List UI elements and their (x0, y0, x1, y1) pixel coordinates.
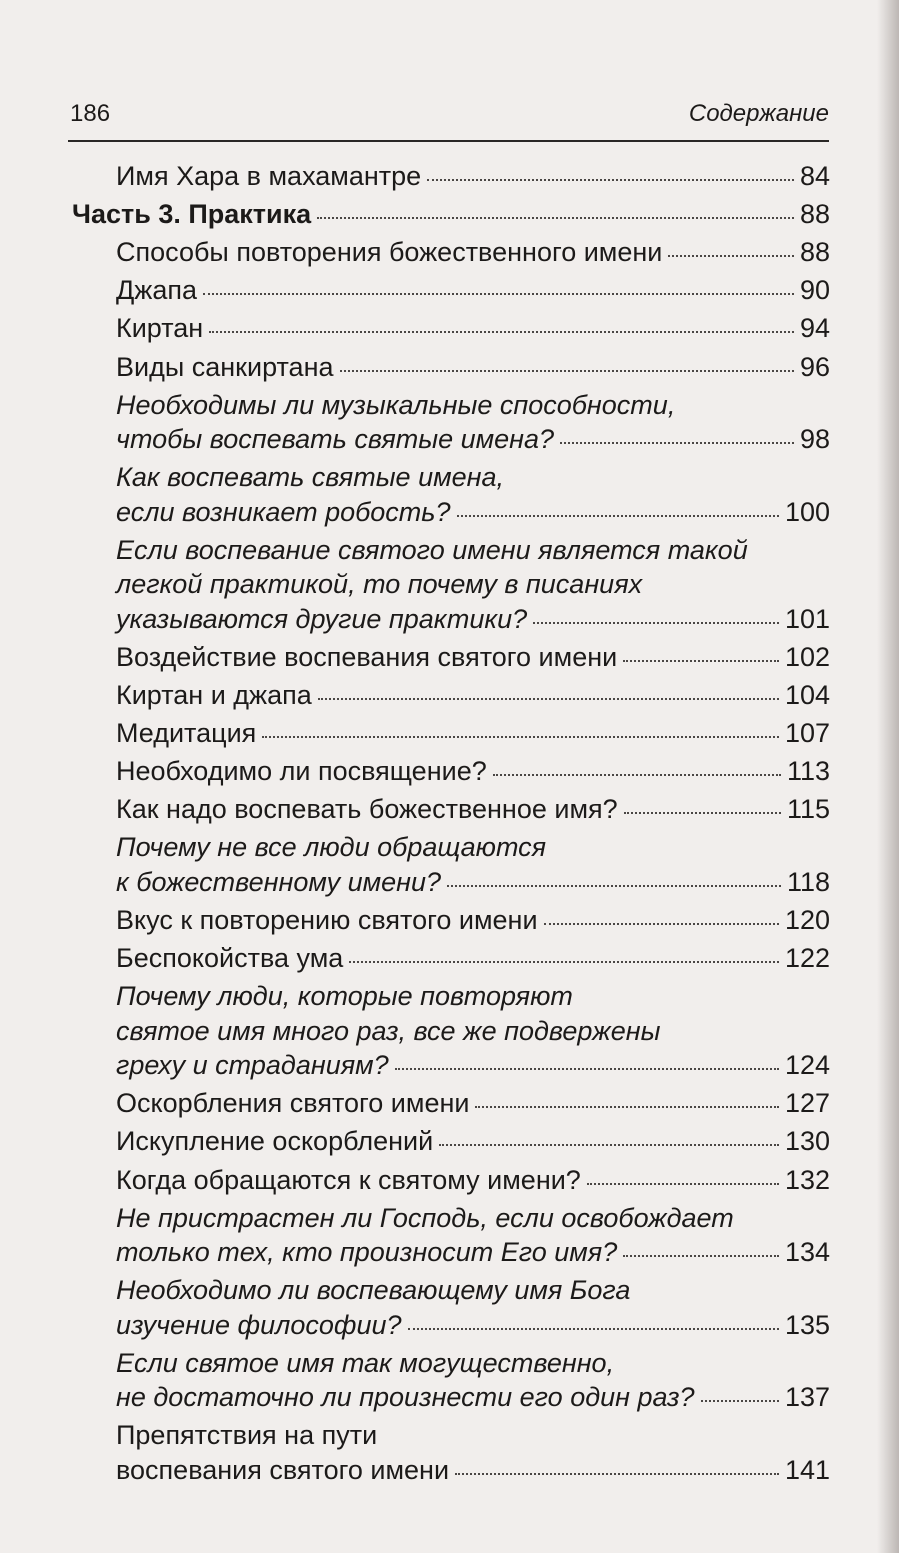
toc-entry-text: Джапа (116, 275, 197, 306)
toc-entry-text: Не пристрастен ли Господь, если освобождает (116, 1202, 734, 1233)
running-header (68, 100, 829, 142)
toc-entry-text: Виды санкиртана (116, 351, 334, 382)
running-title: Содержание (688, 100, 829, 127)
toc-entry (116, 1417, 830, 1486)
toc-page-number: 137 (784, 1382, 830, 1413)
toc-entry (116, 940, 830, 975)
toc-page-number: 124 (784, 1050, 830, 1081)
toc-entry (116, 715, 830, 750)
toc-entry-text: Имя Хара в махамантре (116, 161, 422, 191)
toc-entry (116, 1200, 830, 1269)
toc-entry (116, 791, 830, 826)
toc-entry-text: легкой практикой, то почему в писаниях (116, 569, 643, 600)
toc-page-number: 130 (784, 1126, 830, 1157)
toc-page-number: 100 (784, 496, 830, 527)
toc-entry (116, 272, 830, 307)
toc-page-number: 132 (784, 1164, 830, 1195)
toc-entry (116, 753, 830, 788)
toc-entry-text: Как воспевать святые имена, (116, 462, 504, 493)
toc-page-number: 134 (784, 1237, 830, 1268)
toc-entry-text: указываются другие практики? (116, 603, 528, 634)
toc-page-number: 107 (784, 718, 830, 749)
page-number: 186 (70, 100, 111, 127)
toc-page-number: 141 (784, 1454, 830, 1485)
toc-entry-text: Необходимо ли посвящение? (116, 756, 487, 787)
dot-leader (623, 1255, 779, 1257)
dot-leader (475, 1106, 778, 1108)
dot-leader (668, 255, 794, 257)
page-edge-shadow (877, 0, 899, 1553)
toc-entry-text: Воздействие воспевания святого имени (116, 641, 618, 672)
toc-entry (116, 978, 830, 1082)
dot-leader (587, 1183, 779, 1185)
toc-entry-text: Киртан (116, 313, 204, 344)
dot-leader (701, 1400, 779, 1402)
toc-entry-text: Беспокойства ума (116, 943, 344, 974)
toc-entry (116, 387, 830, 456)
toc-entry (116, 902, 830, 937)
toc-page-number: 115 (786, 794, 830, 825)
toc-entry (116, 829, 830, 898)
toc-entry-text: Почему не все люди обращаются (116, 832, 547, 863)
toc-entry-text: Когда обращаются к святому имени? (116, 1164, 581, 1195)
toc-entry (116, 1162, 830, 1197)
dot-leader (427, 179, 794, 181)
toc-page-number: 98 (799, 424, 830, 455)
dot-leader (493, 774, 781, 776)
dot-leader (623, 660, 779, 662)
toc-entry-text: Препятствия на пути (116, 1420, 378, 1451)
dot-leader (262, 736, 779, 738)
toc-entry-text: греху и страданиям? (116, 1050, 389, 1081)
toc-entry-text: воспевания святого имени (116, 1454, 450, 1485)
toc-entry-text: Почему люди, которые повторяют (116, 981, 573, 1012)
toc-entry-text: чтобы воспевать святые имена? (116, 424, 555, 455)
toc-page-number: 135 (784, 1309, 830, 1340)
dot-leader (340, 370, 794, 372)
toc-entry (116, 677, 830, 712)
dot-leader (533, 622, 779, 624)
toc-entry (116, 234, 830, 269)
toc-page-number: 90 (799, 275, 830, 306)
toc-entry-text: не достаточно ли произнести его один раз? (116, 1382, 695, 1413)
toc-entry (116, 532, 830, 636)
toc-entry-text: Искупление оскорблений (116, 1126, 434, 1157)
dot-leader (457, 515, 779, 517)
toc-entry (116, 459, 830, 528)
toc-section-heading (72, 196, 830, 231)
toc-entry-text: Если воспевание святого имени является такой (116, 534, 748, 565)
toc-entry (116, 639, 830, 674)
toc-page-number: 101 (784, 603, 830, 634)
dot-leader (544, 923, 779, 925)
toc-entry-text: Если святое имя так могущественно, (116, 1347, 615, 1378)
toc-entry-text: Киртан и джапа (116, 680, 312, 710)
toc-page-number: 84 (799, 161, 830, 191)
toc-page-number: 88 (799, 237, 830, 268)
toc-entry-text: Медитация (116, 718, 257, 749)
toc-entry (116, 1085, 830, 1120)
toc-entry-text: святое имя много раз, все же подвержены (116, 1015, 661, 1046)
toc-entry-text: Оскорбления святого имени (116, 1088, 470, 1119)
toc-entry (116, 1123, 830, 1158)
toc-entry-text: только тех, кто произносит Его имя? (116, 1237, 618, 1268)
toc-page-number: 118 (786, 866, 830, 897)
dot-leader (318, 698, 779, 700)
toc-entry-text: Необходимы ли музыкальные способности, (116, 389, 676, 420)
toc-page-number: 120 (784, 905, 830, 935)
toc-entry-text: если возникает робость? (116, 496, 451, 527)
toc-page-number: 88 (799, 199, 830, 230)
toc-entry-text: Способы повторения божественного имени (116, 237, 663, 268)
toc-page-number: 122 (784, 943, 830, 974)
toc-entry-text: к божественному имени? (116, 866, 442, 897)
dot-leader (349, 961, 779, 963)
toc-page-number: 96 (799, 351, 830, 382)
toc-entry-text: Как надо воспевать божественное имя? (116, 794, 618, 825)
dot-leader (408, 1328, 779, 1330)
dot-leader (209, 331, 794, 333)
dot-leader (455, 1473, 779, 1475)
toc-page-number: 127 (784, 1088, 830, 1119)
toc-page-number: 94 (799, 313, 830, 344)
toc-page-number: 113 (786, 756, 830, 787)
toc-page-number: 104 (784, 680, 830, 710)
dot-leader (624, 812, 781, 814)
dot-leader (439, 1144, 779, 1146)
toc-entry-text: Часть 3. Практика (72, 199, 312, 230)
toc-entry (116, 349, 830, 384)
dot-leader (317, 217, 794, 219)
toc-entry (116, 158, 830, 193)
toc-entry-text: Вкус к повторению святого имени (116, 905, 538, 935)
toc-entry (116, 1272, 830, 1341)
toc-entry (116, 1345, 830, 1414)
toc-entry-text: изучение философии? (116, 1309, 402, 1340)
dot-leader (395, 1068, 779, 1070)
dot-leader (203, 293, 794, 295)
toc-entry-text: Необходимо ли воспевающему имя Бога (116, 1275, 631, 1306)
dot-leader (560, 442, 794, 444)
toc-entry (116, 310, 830, 345)
dot-leader (447, 885, 781, 887)
toc-page-number: 102 (784, 641, 830, 672)
